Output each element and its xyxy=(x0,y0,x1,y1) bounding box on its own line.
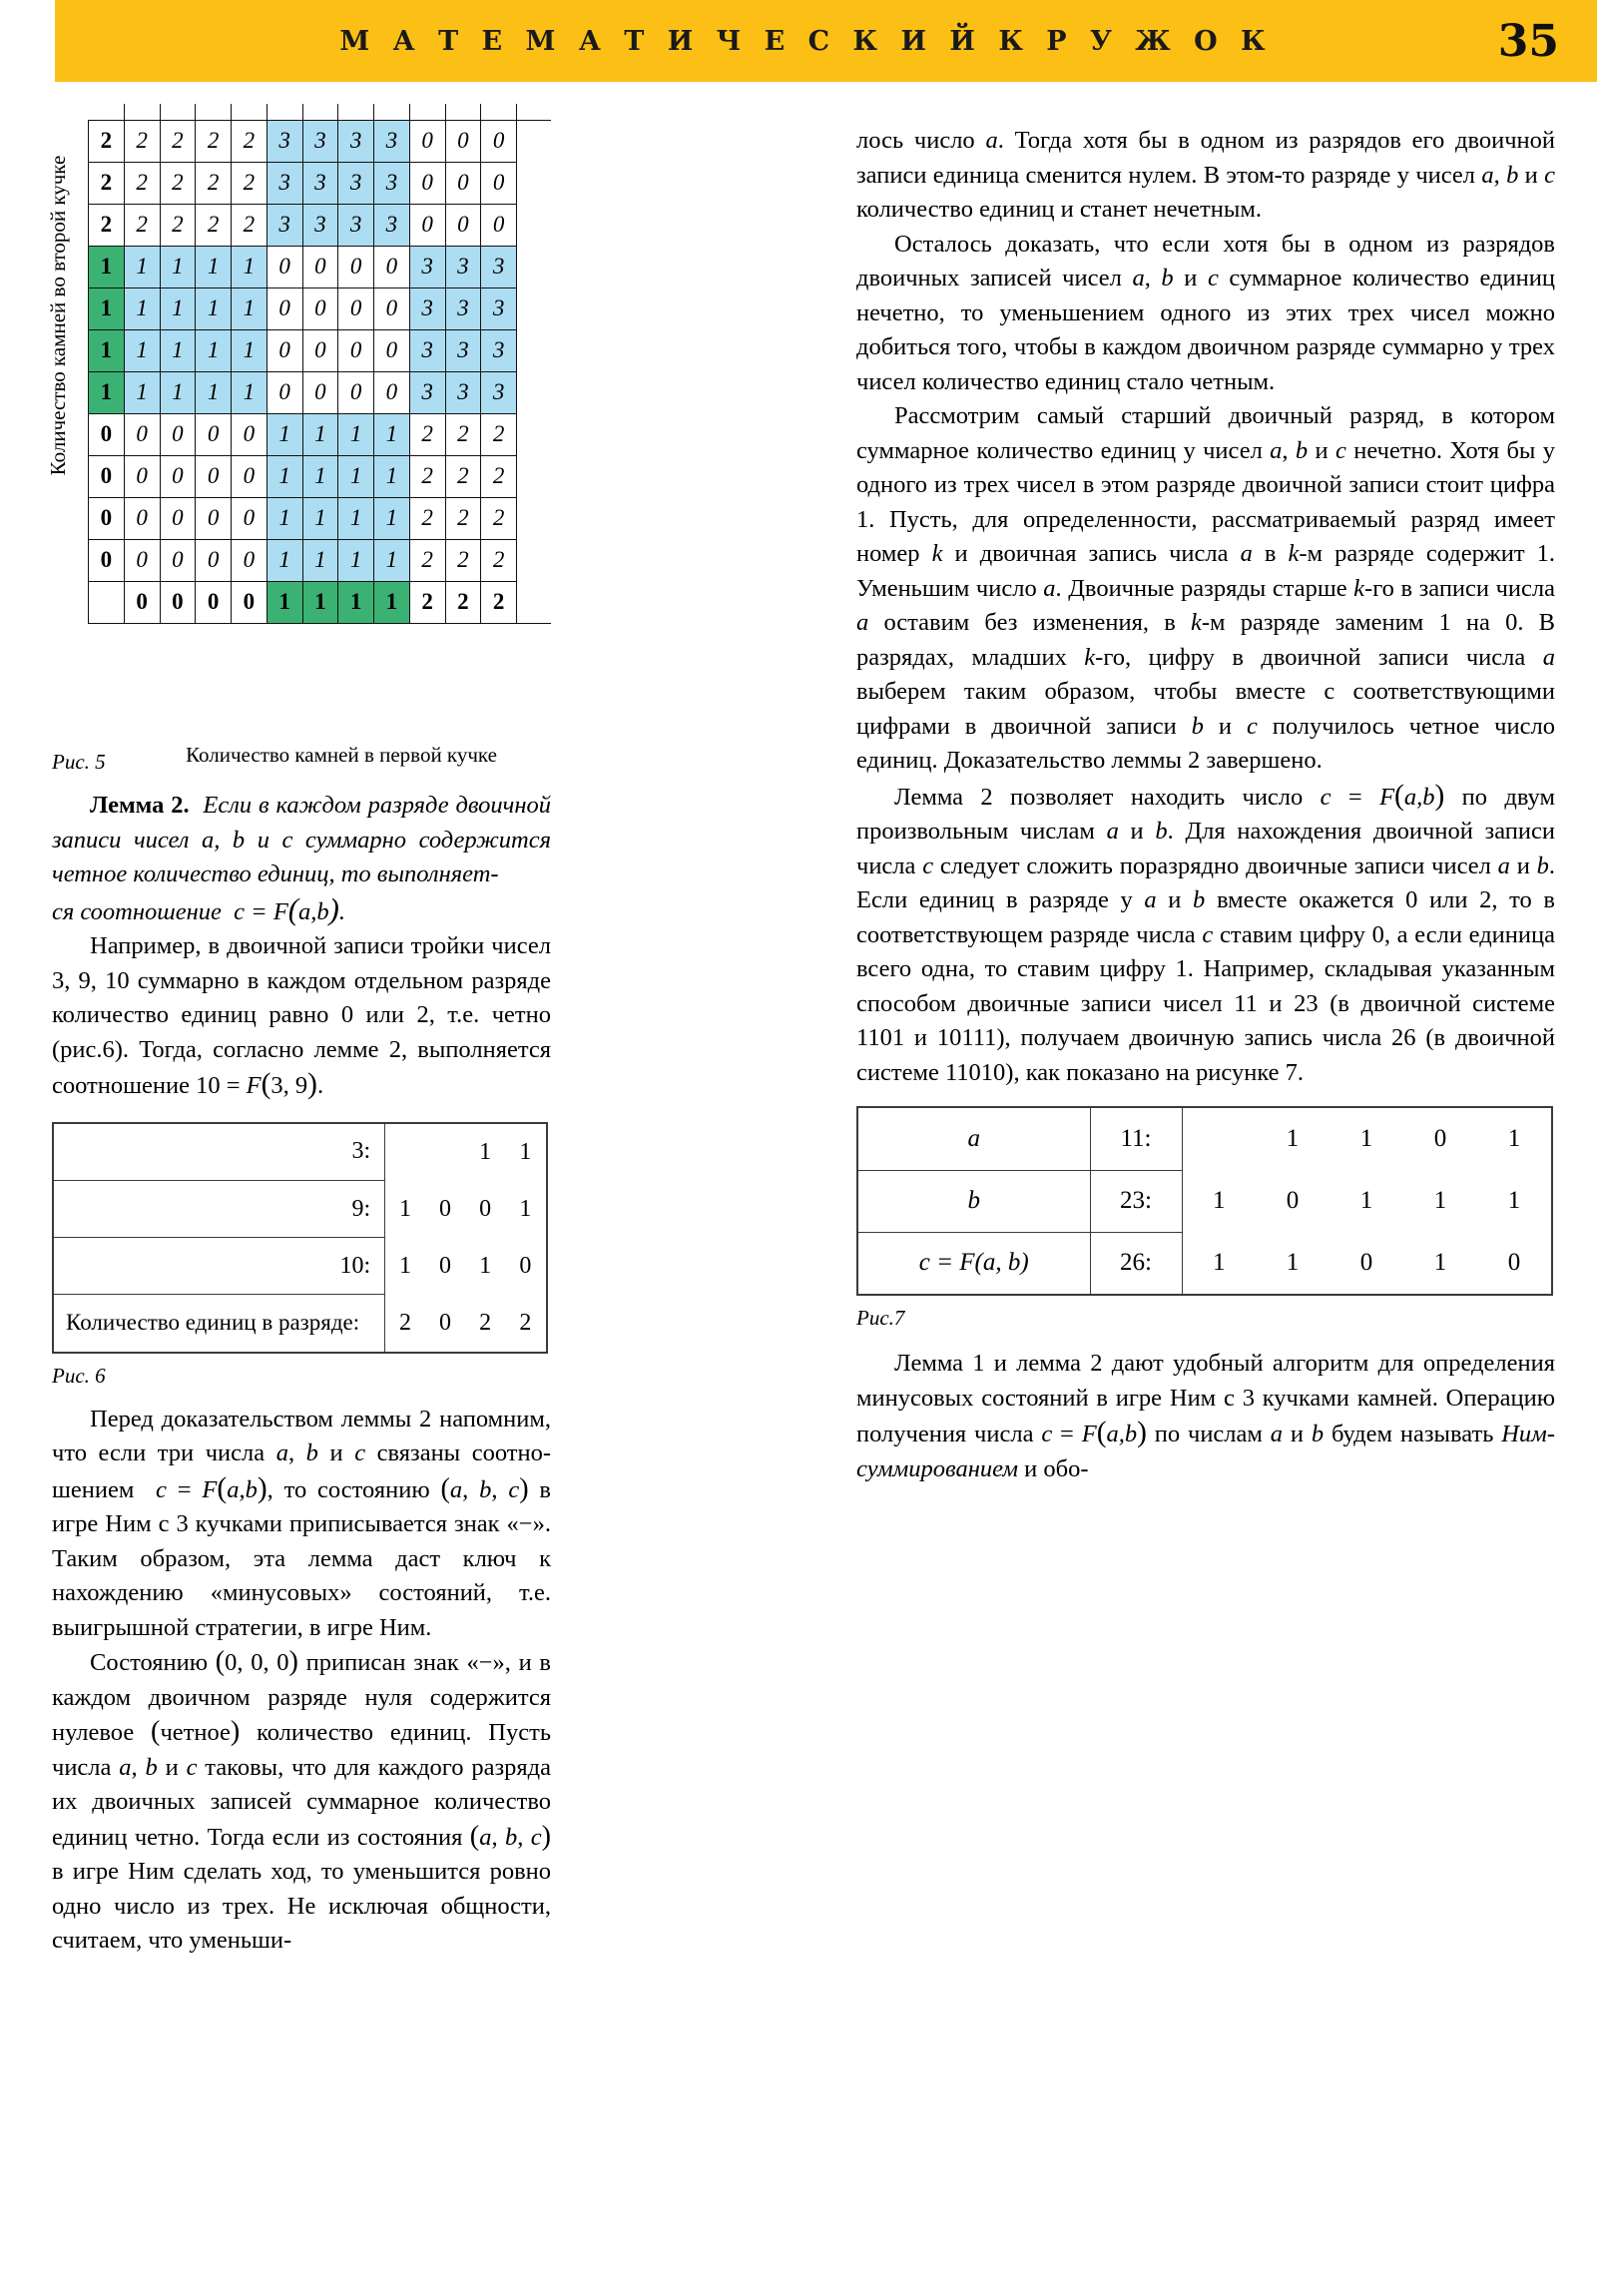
page-title: М А Т Е М А Т И Ч Е С К И Й К Р У Ж О К xyxy=(339,25,1273,57)
figure-7-bit-cell: 1 xyxy=(1286,1249,1300,1276)
grid-cell: 0 xyxy=(409,162,445,204)
grid-cell: 2 xyxy=(124,204,160,246)
grid-cell: 1 xyxy=(124,371,160,413)
grid-tick-cell xyxy=(409,104,445,120)
grid-cell: 3 xyxy=(481,329,517,371)
lemma-2-statement: Если в каждом разряде двоичной записи чисел a, b и c суммарно содержится четное количество единиц, то выполняет- ся соотношение c = F(a,b). xyxy=(52,792,552,926)
grid-row xyxy=(89,413,552,455)
grid-corner-cell xyxy=(89,104,125,120)
grid-cell: 3 xyxy=(409,371,445,413)
grid-cell: 3 xyxy=(302,120,338,162)
grid-row-header xyxy=(89,581,125,623)
grid-cell: 1 xyxy=(338,455,374,497)
grid-cell: 3 xyxy=(481,287,517,329)
grid-cell: 3 xyxy=(302,204,338,246)
grid-cell: 0 xyxy=(160,581,196,623)
figure-7-bit-cell: 0 xyxy=(1359,1249,1373,1276)
grid-cell: 0 xyxy=(160,413,196,455)
grid-cell: 1 xyxy=(302,413,338,455)
grid-cell: 1 xyxy=(160,287,196,329)
grid-cell: 3 xyxy=(445,371,481,413)
grid-right-edge-cell xyxy=(517,371,552,413)
grid-cell: 3 xyxy=(338,120,374,162)
figure-6-bit-cell xyxy=(425,1124,465,1181)
grid-row-header: 1 xyxy=(89,246,125,287)
grid-cell: 0 xyxy=(196,413,232,455)
grid-cell: 2 xyxy=(409,539,445,581)
grid-cell: 0 xyxy=(409,204,445,246)
grid-cell: 0 xyxy=(266,371,302,413)
grid-cell: 1 xyxy=(374,497,410,539)
grid-cell: 3 xyxy=(266,204,302,246)
grid-cell: 2 xyxy=(124,162,160,204)
grid-row-header: 1 xyxy=(89,287,125,329)
grid-row xyxy=(89,120,552,162)
grid-cell: 0 xyxy=(302,329,338,371)
grid-row-header: 1 xyxy=(89,329,125,371)
grid-row xyxy=(89,246,552,287)
grid-cell: 0 xyxy=(374,287,410,329)
figure-7-row xyxy=(858,1170,1551,1232)
figure-6-bit-cell xyxy=(385,1124,425,1181)
grid-cell: 3 xyxy=(445,246,481,287)
grid-cell: 0 xyxy=(338,287,374,329)
grid-tick-cell xyxy=(481,104,517,120)
grid-cell: 0 xyxy=(124,413,160,455)
grid-cell: 0 xyxy=(266,246,302,287)
grid-cell: 1 xyxy=(232,287,267,329)
grid-cell: 1 xyxy=(196,329,232,371)
grid-cell: 1 xyxy=(160,371,196,413)
grid-cell: 2 xyxy=(196,162,232,204)
figure-6-number: Рис. 6 xyxy=(52,1363,106,1388)
grid-cell: 0 xyxy=(481,162,517,204)
grid-row-header: 2 xyxy=(89,162,125,204)
grid-right-edge-cell xyxy=(517,497,552,539)
figure-7-row-name: c = F(a, b) xyxy=(858,1232,1090,1294)
grid-right-edge-cell xyxy=(517,455,552,497)
grid-cell: 0 xyxy=(266,329,302,371)
state-000-paragraph: Состоянию (0, 0, 0) приписан знак «−», и в каждом двоичном разряде нуля содержится нулевое (четное) количество единиц. Пусть числа a, b и c таковы, что для каждого разряда их двоичных записей суммарное количество единиц четно. Тогда если из состояния (a, b, c) в игре Ним сделать ход, то уменьшится ровно одно число из трех. Не исключая общности, считаем, что уменьши- xyxy=(52,1646,552,1954)
figure-7-row xyxy=(858,1108,1551,1170)
grid-cell: 1 xyxy=(124,246,160,287)
grid-cell: 1 xyxy=(196,287,232,329)
figure-5-y-axis-label: Количество камней во второй кучке xyxy=(46,155,70,476)
grid-cell: 2 xyxy=(445,455,481,497)
grid-cell: 1 xyxy=(302,497,338,539)
grid-cell: 0 xyxy=(196,581,232,623)
grid-cell: 1 xyxy=(124,329,160,371)
grid-cell: 0 xyxy=(481,120,517,162)
figure-7-row-name: a xyxy=(858,1108,1090,1170)
grid-cell: 0 xyxy=(445,120,481,162)
grid-cell: 2 xyxy=(445,497,481,539)
grid-cell: 2 xyxy=(232,162,267,204)
grid-cell: 0 xyxy=(124,497,160,539)
grid-cell: 1 xyxy=(374,413,410,455)
grid-cell: 1 xyxy=(374,539,410,581)
grid-cell: 0 xyxy=(124,581,160,623)
grid-cell: 1 xyxy=(266,581,302,623)
lemma-2-label: Лемма 2. xyxy=(90,792,190,819)
grid-row-header: 0 xyxy=(89,539,125,581)
right-column xyxy=(856,124,1555,1486)
grid-row-header: 0 xyxy=(89,497,125,539)
grid-cell: 1 xyxy=(374,581,410,623)
left-column xyxy=(46,96,552,1959)
figure-5-number: Рис. 5 xyxy=(52,750,106,774)
grid-right-edge-cell xyxy=(517,204,552,246)
grid-cell: 2 xyxy=(232,204,267,246)
figure-7-table xyxy=(856,1106,1553,1296)
grid-cell: 1 xyxy=(124,287,160,329)
grid-tick-cell-edge xyxy=(517,104,552,120)
grid-tick-cell xyxy=(266,104,302,120)
grid-cell: 1 xyxy=(196,371,232,413)
grid-cell: 2 xyxy=(124,120,160,162)
figure-7-bit-cell: 1 xyxy=(1433,1187,1447,1214)
grid-cell: 1 xyxy=(266,539,302,581)
figure-7-bit-cell: 1 xyxy=(1359,1187,1373,1214)
grid-cell: 1 xyxy=(302,455,338,497)
grid-row-header: 2 xyxy=(89,204,125,246)
grid-cell: 2 xyxy=(445,539,481,581)
grid-cell: 0 xyxy=(302,287,338,329)
grid-cell: 0 xyxy=(232,581,267,623)
grid-cell: 3 xyxy=(445,329,481,371)
grid-cell: 2 xyxy=(409,455,445,497)
page-header-band xyxy=(55,0,1597,82)
grid-cell: 0 xyxy=(160,497,196,539)
grid-cell: 0 xyxy=(374,371,410,413)
grid-row-header: 2 xyxy=(89,120,125,162)
grid-cell: 2 xyxy=(445,581,481,623)
grid-right-edge-cell xyxy=(517,413,552,455)
grid-cell: 2 xyxy=(232,120,267,162)
figure-7-number: Рис.7 xyxy=(856,1306,905,1330)
figure-6-bit-cell: 1 xyxy=(519,1138,532,1165)
example-paragraph: Например, в двоичной записи тройки чисел 3, 9, 10 суммарно в каждом отдельном разряде количество единиц равно 0 или 2, т.е. четно (рис.6). Тогда, согласно лемме 2, выполняется соотношение 10 = F(3, 9). xyxy=(52,932,551,1100)
grid-tick-cell xyxy=(338,104,374,120)
nim-grid-table xyxy=(88,104,551,624)
grid-cell: 2 xyxy=(481,455,517,497)
grid-cell: 0 xyxy=(232,497,267,539)
grid-tick-cell xyxy=(160,104,196,120)
grid-right-edge-cell xyxy=(517,246,552,287)
grid-tick-cell xyxy=(374,104,410,120)
figure-6-row xyxy=(54,1295,546,1352)
figure-5 xyxy=(46,96,551,785)
figure-6-table xyxy=(52,1122,548,1354)
grid-row xyxy=(89,371,552,413)
grid-cell: 0 xyxy=(232,539,267,581)
figure-6-row xyxy=(54,1238,546,1295)
figure-7-bit-cell xyxy=(1182,1108,1256,1170)
grid-cell: 0 xyxy=(266,287,302,329)
figure-6-bit-cell: 2 xyxy=(399,1309,412,1336)
grid-cell: 1 xyxy=(338,413,374,455)
figure-6-bit-cell: 1 xyxy=(399,1195,412,1222)
figure-6-bit-cell: 0 xyxy=(479,1195,492,1222)
grid-cell: 0 xyxy=(445,162,481,204)
figure-6-bit-cell: 0 xyxy=(438,1195,451,1222)
grid-cell: 3 xyxy=(302,162,338,204)
figure-6-row-label: 9: xyxy=(54,1181,385,1238)
grid-right-edge-cell xyxy=(517,162,552,204)
figure-6-bit-cell: 1 xyxy=(519,1195,532,1222)
grid-tick-cell xyxy=(124,104,160,120)
figure-6-bit-cell: 0 xyxy=(519,1252,532,1279)
grid-cell: 1 xyxy=(160,246,196,287)
grid-cell: 3 xyxy=(481,371,517,413)
grid-cell: 3 xyxy=(409,329,445,371)
grid-row xyxy=(89,539,552,581)
grid-cell: 3 xyxy=(266,162,302,204)
grid-cell: 1 xyxy=(374,455,410,497)
grid-cell: 2 xyxy=(196,120,232,162)
grid-cell: 1 xyxy=(302,581,338,623)
lemma2-allows-paragraph: Лемма 2 позволяет находить число c = F(a,b) по двум произвольным числам a и b. Для нахождения двоичной записи числа c следует сложить поразрядно двоичные записи чисел a и b. Если единиц в разряде у a и b вместе окажется 0 или 2, то в соответствующем разряде числа c ставим цифру 0, а если единица всего одна, то ставим цифру 1. Например, складывая указанным способом двоичные записи чисел 11 и 23 (в двоичной системе 1101 и 10111), получаем двоичную запись числа 26 (в двоичной системе 11010), как показано на рисунке 7. xyxy=(856,779,1555,1086)
grid-row-header: 0 xyxy=(89,455,125,497)
figure-7-bit-cell: 0 xyxy=(1433,1125,1447,1152)
grid-right-edge-cell xyxy=(517,120,552,162)
grid-cell: 0 xyxy=(445,204,481,246)
figure-6-row xyxy=(54,1181,546,1238)
grid-row xyxy=(89,287,552,329)
grid-cell: 3 xyxy=(338,204,374,246)
grid-row-header: 1 xyxy=(89,371,125,413)
grid-tick-cell xyxy=(445,104,481,120)
remains-to-prove-paragraph: Осталось доказать, что если хотя бы в одном из разрядов двоичных записей чисел a, b и c суммарное количество единиц нечетно, то уменьшением одного из этих трех чисел можно добиться того, чтобы в каждом двоичном разряде суммарно у трех чисел количество единиц стало четным. xyxy=(856,230,1555,395)
grid-cell: 1 xyxy=(338,539,374,581)
figure-7-row-number: 11: xyxy=(1090,1108,1182,1170)
figure-6-bit-cell: 1 xyxy=(479,1138,492,1165)
highest-digit-paragraph: Рассмотрим самый старший двоичный разряд, в котором суммарное количество единиц у чисел a, b и c нечетно. Хотя бы у одного из трех чисел в этом разряде двоичной записи стоит цифра 1. Пусть, для определенности, рассматриваемый разряд имеет номер k и двоичная запись числа a в k-м разряде содержит 1. Уменьшим число a. Двоичные разряды старше k-го в записи числа a оставим без изменения, в k-м разряде заменим 1 на 0. В разрядах, младших k-го, цифру в двоичной записи числа a выберем таким образом, чтобы вместе с соответствующими цифрами в двоичной записи b и c получилось четное число единиц. Доказательство леммы 2 завершено. xyxy=(856,402,1556,774)
grid-cell: 0 xyxy=(160,455,196,497)
figure-7-bit-cell: 0 xyxy=(1286,1187,1300,1214)
grid-cell: 1 xyxy=(266,455,302,497)
page-number: 35 xyxy=(1497,16,1559,67)
grid-tick-cell xyxy=(232,104,267,120)
continuation-paragraph: лось число a. Тогда хотя бы в одном из разрядов его двоичной записи единица сменится нулем. В этом-то разряде у чисел a, b и c количество единиц и станет нечетным. xyxy=(856,127,1555,223)
figure-7-row xyxy=(858,1232,1551,1294)
figure-7-bit-cell: 1 xyxy=(1213,1187,1226,1214)
grid-cell: 0 xyxy=(338,246,374,287)
grid-cell: 0 xyxy=(481,204,517,246)
grid-right-edge-cell xyxy=(517,539,552,581)
grid-cell: 3 xyxy=(445,287,481,329)
grid-cell: 0 xyxy=(124,455,160,497)
grid-cell: 3 xyxy=(374,204,410,246)
figure-7-bit-cell: 1 xyxy=(1507,1125,1521,1152)
grid-row xyxy=(89,455,552,497)
grid-cell: 1 xyxy=(302,539,338,581)
grid-cell: 0 xyxy=(374,329,410,371)
grid-cell: 2 xyxy=(409,581,445,623)
figure-7-bit-cell: 1 xyxy=(1507,1187,1521,1214)
grid-cell: 3 xyxy=(338,162,374,204)
figure-7-row-number: 26: xyxy=(1090,1232,1182,1294)
grid-cell: 0 xyxy=(160,539,196,581)
grid-cell: 2 xyxy=(160,120,196,162)
grid-cell: 0 xyxy=(124,539,160,581)
grid-cell: 0 xyxy=(196,539,232,581)
figure-6-bit-cell: 1 xyxy=(399,1252,412,1279)
grid-cell: 3 xyxy=(266,120,302,162)
grid-cell: 1 xyxy=(196,246,232,287)
grid-cell: 2 xyxy=(409,413,445,455)
figure-7-bit-cell: 1 xyxy=(1359,1125,1373,1152)
figure-7-bit-cell: 1 xyxy=(1213,1249,1226,1276)
figure-7-bit-cell: 0 xyxy=(1507,1249,1521,1276)
grid-cell: 2 xyxy=(409,497,445,539)
grid-cell: 1 xyxy=(160,329,196,371)
grid-cell: 0 xyxy=(196,455,232,497)
figure-6-bit-cell: 0 xyxy=(438,1309,451,1336)
grid-cell: 0 xyxy=(232,413,267,455)
figure-5-x-axis-label: Количество камней в первой кучке xyxy=(186,743,497,767)
grid-cell: 1 xyxy=(266,413,302,455)
grid-tick-cell xyxy=(196,104,232,120)
grid-row xyxy=(89,162,552,204)
grid-tick-cell xyxy=(302,104,338,120)
grid-cell: 0 xyxy=(302,371,338,413)
figure-7-row-number: 23: xyxy=(1090,1170,1182,1232)
figure-6-bit-cell: 2 xyxy=(479,1309,492,1336)
grid-row xyxy=(89,497,552,539)
grid-cell: 3 xyxy=(374,120,410,162)
lemma-2-paragraph xyxy=(52,789,551,929)
grid-cell: 2 xyxy=(445,413,481,455)
grid-cell: 0 xyxy=(232,455,267,497)
grid-row xyxy=(89,329,552,371)
figure-6-row-label: Количество единиц в разряде: xyxy=(54,1295,385,1352)
grid-cell: 1 xyxy=(232,371,267,413)
grid-cell: 1 xyxy=(232,246,267,287)
grid-cell: 3 xyxy=(409,246,445,287)
grid-cell: 2 xyxy=(481,497,517,539)
grid-cell: 3 xyxy=(481,246,517,287)
figure-6-row-label: 10: xyxy=(54,1238,385,1295)
grid-cell: 0 xyxy=(374,246,410,287)
grid-cell: 2 xyxy=(160,162,196,204)
grid-cell: 0 xyxy=(302,246,338,287)
grid-cell: 2 xyxy=(481,581,517,623)
figure-6-row xyxy=(54,1124,546,1181)
grid-row-header: 0 xyxy=(89,413,125,455)
figure-6-bit-cell: 1 xyxy=(479,1252,492,1279)
figure-6-row-label: 3: xyxy=(54,1124,385,1181)
grid-cell: 1 xyxy=(338,581,374,623)
grid-cell: 2 xyxy=(196,204,232,246)
figure-7-bit-cell: 1 xyxy=(1433,1249,1447,1276)
grid-cell: 1 xyxy=(338,497,374,539)
grid-cell: 1 xyxy=(266,497,302,539)
grid-cell: 2 xyxy=(481,539,517,581)
grid-top-tick-row xyxy=(89,104,552,120)
grid-right-edge-cell xyxy=(517,581,552,623)
grid-cell: 0 xyxy=(338,329,374,371)
lemma1-and-2-paragraph: Лемма 1 и лемма 2 дают удобный алгоритм для определения минусовых состояний в игре Ним с 3 кучками камней. Операцию получения числа c = F(a,b) по числам a и b будем называть Ним-суммированием и обо- xyxy=(856,1350,1555,1482)
grid-cell: 3 xyxy=(374,162,410,204)
grid-right-edge-cell xyxy=(517,287,552,329)
grid-row xyxy=(89,581,552,623)
grid-cell: 1 xyxy=(232,329,267,371)
grid-cell: 3 xyxy=(409,287,445,329)
figure-6-bit-cell: 2 xyxy=(519,1309,532,1336)
figure-7-row-name: b xyxy=(858,1170,1090,1232)
grid-right-edge-cell xyxy=(517,329,552,371)
grid-cell: 0 xyxy=(338,371,374,413)
grid-cell: 0 xyxy=(196,497,232,539)
figure-7-bit-cell: 1 xyxy=(1286,1125,1300,1152)
grid-cell: 2 xyxy=(481,413,517,455)
grid-cell: 2 xyxy=(160,204,196,246)
figure-6-bit-cell: 0 xyxy=(438,1252,451,1279)
grid-cell: 0 xyxy=(409,120,445,162)
before-proof-paragraph: Перед доказательством леммы 2 напомним, что если три числа a, b и c связаны соотношением c = F(a,b), то состоянию (a, b, c) в игре Ним с 3 кучками приписывается знак «−». Таким образом, эта лемма даст ключ к нахождению «минусовых» состояний, т.е. выигрышной стратегии, в игре Ним. xyxy=(52,1405,552,1641)
grid-row xyxy=(89,204,552,246)
